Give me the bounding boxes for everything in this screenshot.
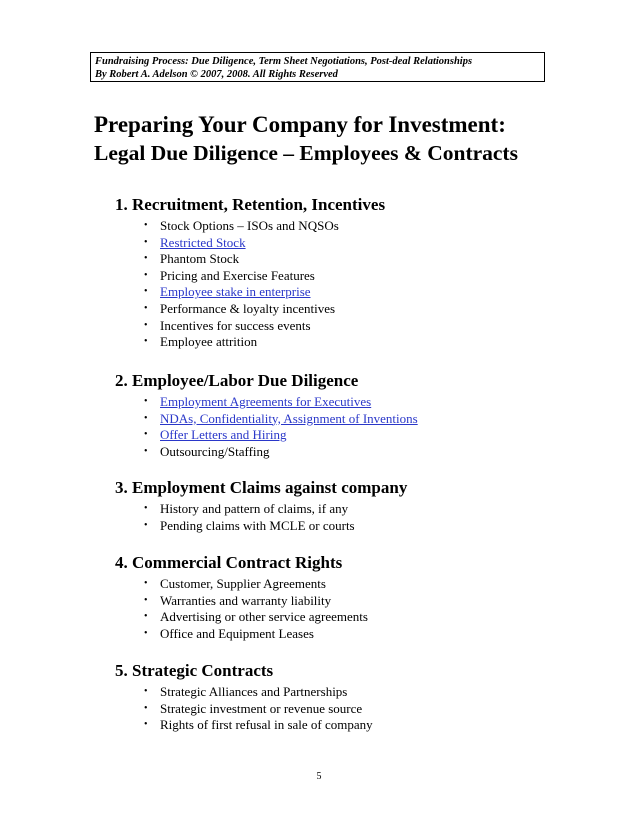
section-number: 4. bbox=[115, 553, 128, 572]
section-heading bbox=[115, 371, 585, 391]
bullet-icon: • bbox=[144, 236, 148, 248]
list-item bbox=[115, 501, 585, 518]
list-item bbox=[115, 717, 585, 734]
list-item[interactable] bbox=[115, 411, 585, 428]
employee-stake-link[interactable]: Employee stake in enterprise bbox=[160, 284, 311, 300]
bullet-icon: • bbox=[144, 519, 148, 531]
section-title: Employment Claims against company bbox=[132, 478, 408, 497]
bullet-icon: • bbox=[144, 611, 148, 623]
bullet-icon: • bbox=[144, 253, 148, 265]
bullet-icon: • bbox=[144, 686, 148, 697]
title-line-2: Legal Due Diligence – Employees & Contracts bbox=[94, 141, 518, 165]
header-line-2: By Robert A. Adelson © 2007, 2008. All Rights Reserved bbox=[95, 69, 338, 80]
bullet-list bbox=[115, 684, 585, 734]
section-5 bbox=[115, 661, 585, 734]
list-item-text: Incentives for success events bbox=[160, 317, 311, 333]
list-item-text: Pending claims with MCLE or courts bbox=[160, 517, 355, 533]
list-item bbox=[115, 576, 585, 593]
bullet-icon: • bbox=[144, 429, 148, 441]
restricted-stock-link[interactable]: Restricted Stock bbox=[160, 234, 246, 250]
employment-agreements-link[interactable]: Employment Agreements for Executives bbox=[160, 394, 372, 409]
list-item bbox=[115, 301, 585, 318]
offer-letters-link[interactable]: Offer Letters and Hiring bbox=[160, 427, 287, 443]
page-title bbox=[94, 111, 518, 167]
bullet-icon: • bbox=[144, 578, 148, 589]
list-item bbox=[115, 626, 585, 643]
bullet-icon: • bbox=[144, 412, 148, 424]
bullet-icon: • bbox=[144, 719, 148, 731]
section-heading bbox=[115, 195, 585, 215]
bullet-icon: • bbox=[144, 286, 148, 298]
document-header bbox=[90, 52, 545, 82]
list-item-text: Outsourcing/Staffing bbox=[160, 443, 270, 459]
list-item bbox=[115, 251, 585, 268]
ndas-link[interactable]: NDAs, Confidentiality, Assignment of Inventions bbox=[160, 410, 418, 426]
section-heading bbox=[115, 553, 585, 573]
header-line-1: Fundraising Process: Due Diligence, Term Sheet Negotiations, Post-deal Relationships bbox=[95, 56, 473, 67]
list-item-text: Warranties and warranty liability bbox=[160, 592, 332, 608]
list-item[interactable] bbox=[115, 394, 585, 411]
section-number: 3. bbox=[115, 478, 128, 497]
list-item-text: Advertising or other service agreements bbox=[160, 609, 368, 625]
bullet-icon: • bbox=[144, 503, 148, 514]
list-item bbox=[115, 684, 585, 701]
bullet-list bbox=[115, 576, 585, 642]
section-title: Commercial Contract Rights bbox=[132, 553, 343, 572]
title-line-1: Preparing Your Company for Investment: bbox=[94, 112, 506, 137]
list-item-text: Pricing and Exercise Features bbox=[160, 267, 315, 283]
list-item-text: Customer, Supplier Agreements bbox=[160, 576, 326, 591]
list-item-text: History and pattern of claims, if any bbox=[160, 501, 349, 516]
section-title: Strategic Contracts bbox=[132, 661, 274, 680]
section-1 bbox=[115, 195, 585, 351]
bullet-list bbox=[115, 501, 585, 534]
section-number: 5. bbox=[115, 661, 128, 680]
list-item[interactable] bbox=[115, 427, 585, 444]
list-item-text: Rights of first refusal in sale of company bbox=[160, 717, 373, 733]
list-item bbox=[115, 218, 585, 235]
bullet-icon: • bbox=[144, 396, 148, 407]
list-item-text: Performance & loyalty incentives bbox=[160, 300, 336, 316]
list-item-text: Employee attrition bbox=[160, 334, 258, 350]
section-title: Recruitment, Retention, Incentives bbox=[132, 195, 386, 214]
list-item bbox=[115, 268, 585, 285]
list-item bbox=[115, 444, 585, 461]
list-item bbox=[115, 518, 585, 535]
bullet-list bbox=[115, 218, 585, 351]
page-number: 5 bbox=[316, 771, 322, 782]
list-item-text: Stock Options – ISOs and NQSOs bbox=[160, 218, 339, 233]
bullet-icon: • bbox=[144, 319, 148, 331]
list-item[interactable] bbox=[115, 235, 585, 252]
list-item bbox=[115, 318, 585, 335]
list-item[interactable] bbox=[115, 284, 585, 301]
section-4 bbox=[115, 553, 585, 642]
bullet-icon: • bbox=[144, 220, 148, 231]
section-number: 1. bbox=[115, 195, 128, 214]
section-2 bbox=[115, 371, 585, 460]
bullet-icon: • bbox=[144, 302, 148, 314]
bullet-icon: • bbox=[144, 336, 148, 348]
list-item bbox=[115, 609, 585, 626]
section-heading bbox=[115, 661, 585, 681]
list-item-text: Strategic Alliances and Partnerships bbox=[160, 684, 348, 699]
section-title: Employee/Labor Due Diligence bbox=[132, 371, 359, 390]
list-item bbox=[115, 334, 585, 351]
list-item-text: Office and Equipment Leases bbox=[160, 625, 314, 641]
list-item bbox=[115, 593, 585, 610]
bullet-icon: • bbox=[144, 445, 148, 457]
list-item bbox=[115, 701, 585, 718]
list-item-text: Strategic investment or revenue source bbox=[160, 700, 363, 716]
bullet-list bbox=[115, 394, 585, 460]
section-3 bbox=[115, 478, 585, 534]
section-heading bbox=[115, 478, 585, 498]
bullet-icon: • bbox=[144, 269, 148, 281]
bullet-icon: • bbox=[144, 627, 148, 639]
list-item-text: Phantom Stock bbox=[160, 251, 240, 267]
bullet-icon: • bbox=[144, 702, 148, 714]
section-number: 2. bbox=[115, 371, 128, 390]
bullet-icon: • bbox=[144, 594, 148, 606]
